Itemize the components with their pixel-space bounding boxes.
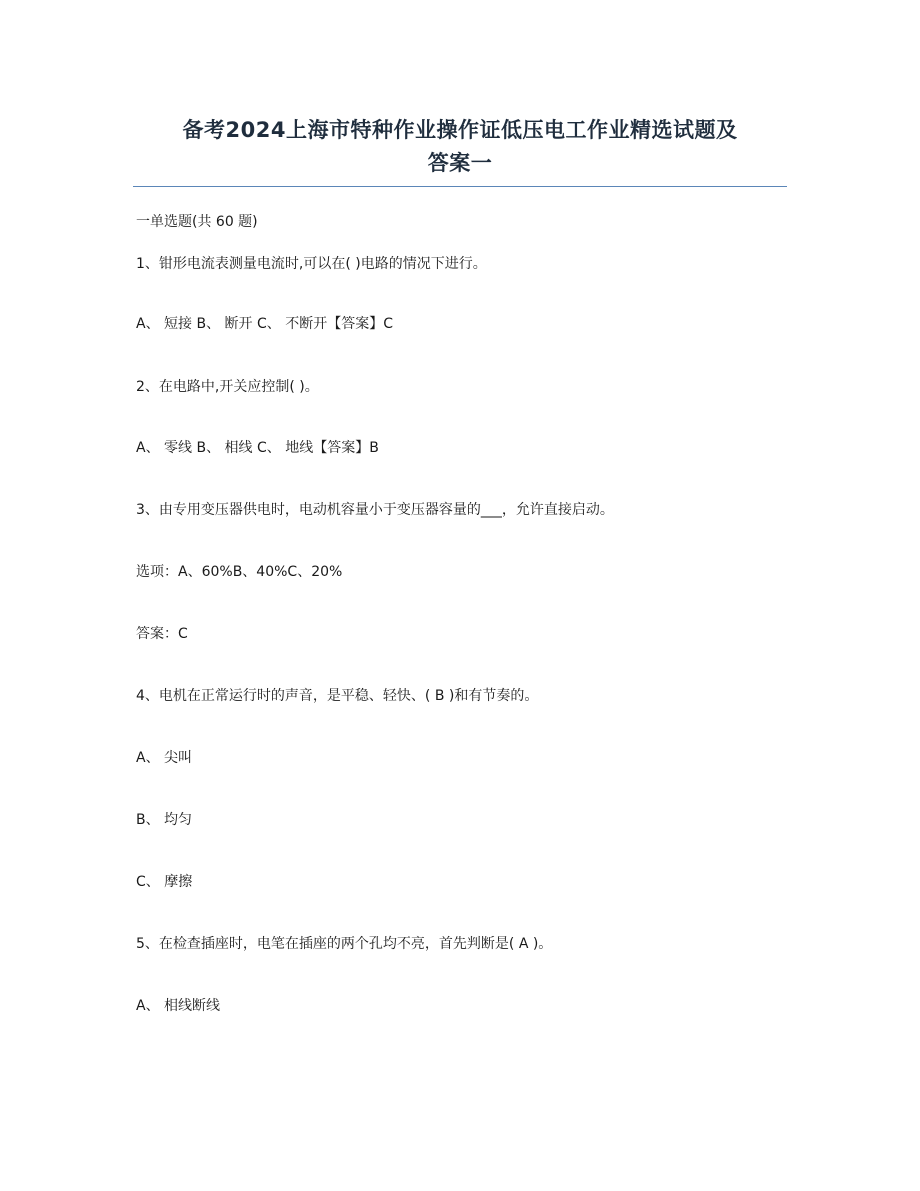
section-header: 一单选题(共 60 题)	[136, 214, 258, 230]
question-5-option-a: A、 相线断线	[136, 998, 221, 1014]
question-1-options-answer: A、 短接 B、 断开 C、 不断开【答案】C	[136, 316, 393, 332]
question-2: 2、在电路中,开关应控制( )。	[136, 379, 319, 395]
question-3-answer: 答案：C	[136, 626, 188, 642]
title-line-2: 答案一	[427, 151, 493, 175]
title-line-1: 备考2024上海市特种作业操作证低压电工作业精选试题及	[182, 118, 738, 142]
question-1: 1、钳形电流表测量电流时,可以在( )电路的情况下进行。	[136, 256, 487, 272]
question-4-option-b: B、 均匀	[136, 812, 193, 828]
title-divider	[133, 186, 787, 187]
question-4-option-c: C、 摩擦	[136, 874, 193, 890]
question-3-options: 选项：A、60%B、40%C、20%	[136, 564, 343, 580]
document-title	[133, 114, 787, 180]
question-5: 5、在检查插座时，电笔在插座的两个孔均不亮，首先判断是( A )。	[136, 936, 553, 952]
question-3: 3、由专用变压器供电时，电动机容量小于变压器容量的___，允许直接启动。	[136, 502, 614, 518]
question-2-options-answer: A、 零线 B、 相线 C、 地线【答案】B	[136, 440, 379, 456]
question-4: 4、电机在正常运行时的声音，是平稳、轻快、( B )和有节奏的。	[136, 688, 539, 704]
question-4-option-a: A、 尖叫	[136, 750, 193, 766]
